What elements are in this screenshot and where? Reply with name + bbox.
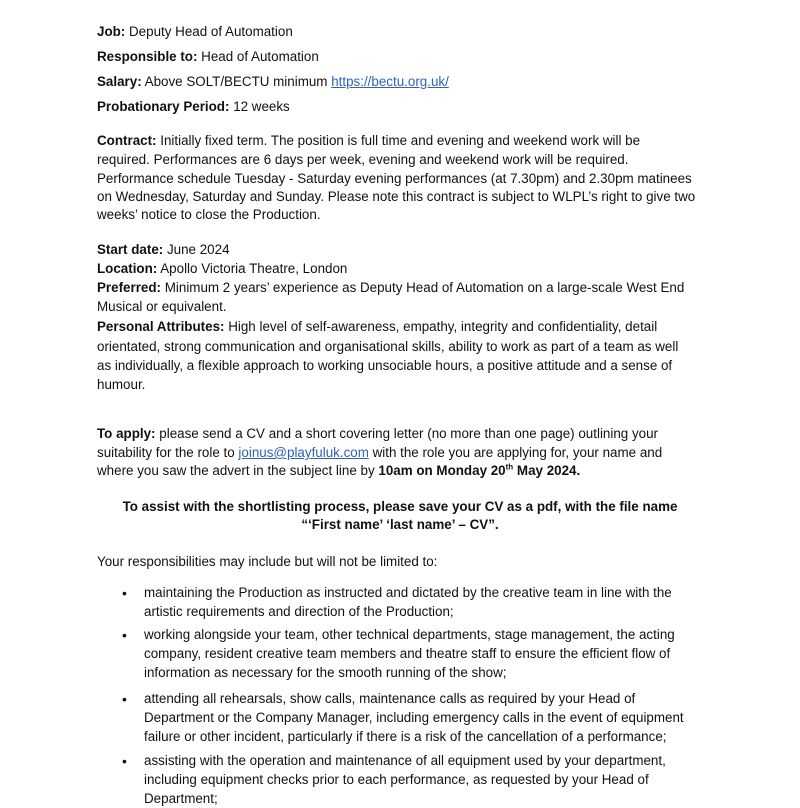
email-link[interactable]: joinus@playfuluk.com bbox=[238, 445, 369, 460]
salary-field: Salary: Above SOLT/BECTU minimum https://bectu.org.uk/ bbox=[97, 74, 449, 89]
job-field: Job: Deputy Head of Automation bbox=[97, 24, 293, 39]
bectu-link[interactable]: https://bectu.org.uk/ bbox=[331, 74, 449, 89]
bullet-icon: • bbox=[122, 691, 127, 707]
bullet-icon: • bbox=[122, 585, 127, 601]
bullet-icon: • bbox=[122, 627, 127, 643]
bullet-icon: • bbox=[122, 753, 127, 769]
responsible-field: Responsible to: Head of Automation bbox=[97, 49, 319, 64]
probation-field: Probationary Period: 12 weeks bbox=[97, 99, 290, 114]
responsibilities-intro: Your responsibilities may include but will not be limited to: bbox=[97, 554, 438, 569]
